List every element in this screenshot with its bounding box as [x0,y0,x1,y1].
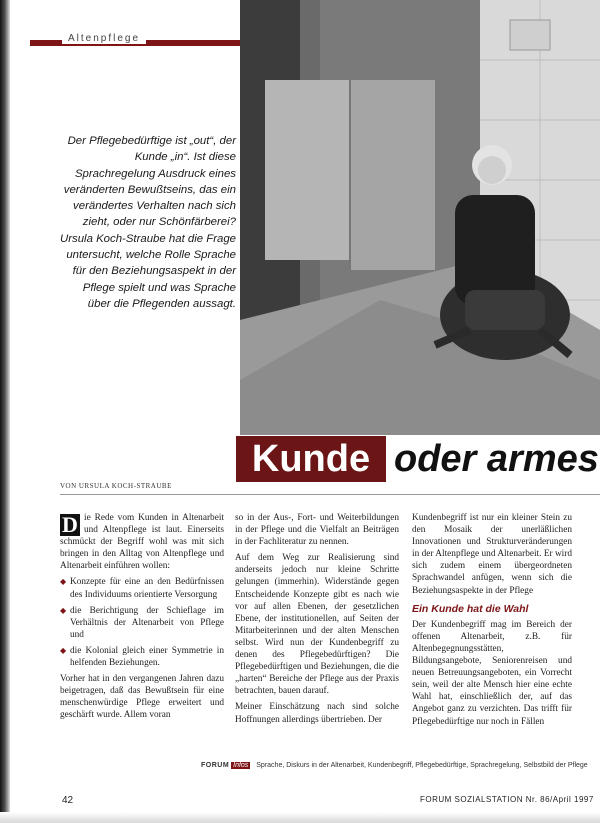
title-rest: oder armes [394,438,599,480]
paragraph: Auf dem Weg zur Realisierung sind anderseits jedoch nur kleine Schritte gelungen (immerhin). Widerstände gegen Entscheidende Konzepte gibt es nach wie vor auf allen Ebenen, der gesetzlichen Ebene, der institutionellen, auf Seiten der Mitarbeiterinnen und der alten Menschen selbst. Wird nun der Kundenbegriff zu denen des Pflegebedürftigen? Die Pflegebedürftigen und Beziehungen, die die „harten“ Bereiche der Pflege aus der Praxis betrachten, bauen darauf. [235,553,399,697]
keywords-list: Sprache, Diskurs in der Altenarbeit, Kundenbegriff, Pflegebedürftige, Sprachregelung, Selbstbild der Pflege [256,762,588,769]
article-column-3 [412,512,572,732]
keywords-label: FORUM [201,762,230,769]
paragraph: Kundenbegriff ist nur ein kleiner Stein zu den Mosaik der unerläßlichen Innovationen und Strukturveränderungen in der Altenpflege und Altenarbeit. Er wird sich zudem einem übergeordneten Sprachwandel anfügen, wenn sich die Beziehungsaspekte in der Pflege [412,513,572,596]
diamond-bullet-icon: ◆ [60,605,67,615]
scan-bottom-edge [0,812,600,823]
paragraph: Meiner Einschätzung nach sind solche Hoffnungen allerdings übertrieben. Der [235,702,399,725]
subheading: Ein Kunde hat die Wahl [412,602,529,615]
bullet-item: ◆ die Kolonial gleich einer Symmetrie in helfenden Beziehungen. [60,645,224,669]
diamond-bullet-icon: ◆ [60,577,67,587]
paragraph: so in der Aus-, Fort- und Weiterbildungen in der Pflege und die Vielfalt an Beiträgen in der Fachliteratur zu nennen. [235,513,399,548]
bullet-item: ◆ die Berichtigung der Schieflage im Verhältnis der Altenarbeit von Pflege und [60,605,224,640]
title-highlight: Kunde [236,436,386,482]
article-column-1 [60,512,224,726]
keywords-line [201,760,600,772]
divider [60,494,600,495]
lead-paragraph: Der Pflegebedürftige ist „out“, der Kunde „in“. Ist diese Sprachregelung Ausdruck eines veränderten Bewußtseins, das ein verändertes Verhalten nach sich zieht, oder nur Schönfärberei? Ursula Koch-Straube hat die Frage untersucht, welche Rolle Sprache für den Beziehungsaspekt in der Pflege spielt und was Sprache über die Pflegenden aussagt. [60,135,237,310]
paragraph: Vorher hat in den vergangenen Jahren dazu beigetragen, daß das Bewußtsein für eine menschenwürdige Pflege erweitert und geschärft wurde. Allem voran [60,674,224,721]
journal-info: FORUM SOZIALSTATION Nr. 86/April 1997 [420,795,594,804]
section-label: Altenpflege [62,33,146,44]
dropcap: D [60,514,80,536]
paragraph: Der Kundenbegriff mag im Bereich der offenen Altenarbeit, z.B. für Altenbegegnungsstätten, Bildungsangebote, Seniorenreisen und neuen Betreuungsangeboten, ein Vorrecht sein, weil der alte Mensch hier eine echte Wahl hat, einschließlich der, auf das Angebot ganz zu verzichten. Das trifft für Pflegebedürftige nur noch in Fällen [412,619,572,727]
intro-paragraph [60,512,224,572]
article-column-2 [235,512,399,730]
keywords-tag: Infos [233,762,249,769]
elderly-woman-photo [240,0,600,435]
page-number: 42 [62,795,74,806]
bullet-item: ◆ Konzepte für eine an den Bedürfnissen des Individuums orientierte Versorgung [60,577,224,600]
diamond-bullet-icon: ◆ [60,645,67,655]
scan-binding-shadow [0,0,10,823]
intro-text: ie Rede vom Kunden in Altenarbeit und Altenpflege ist laut. Einerseits schmückt der Begriff wohl was mit sich bringen in den Alltag von Altenpflege und Altenarbeit einführen wollen: [60,513,224,572]
byline: VON URSULA KOCH-STRAUBE [60,482,172,490]
article-photo [240,0,600,435]
